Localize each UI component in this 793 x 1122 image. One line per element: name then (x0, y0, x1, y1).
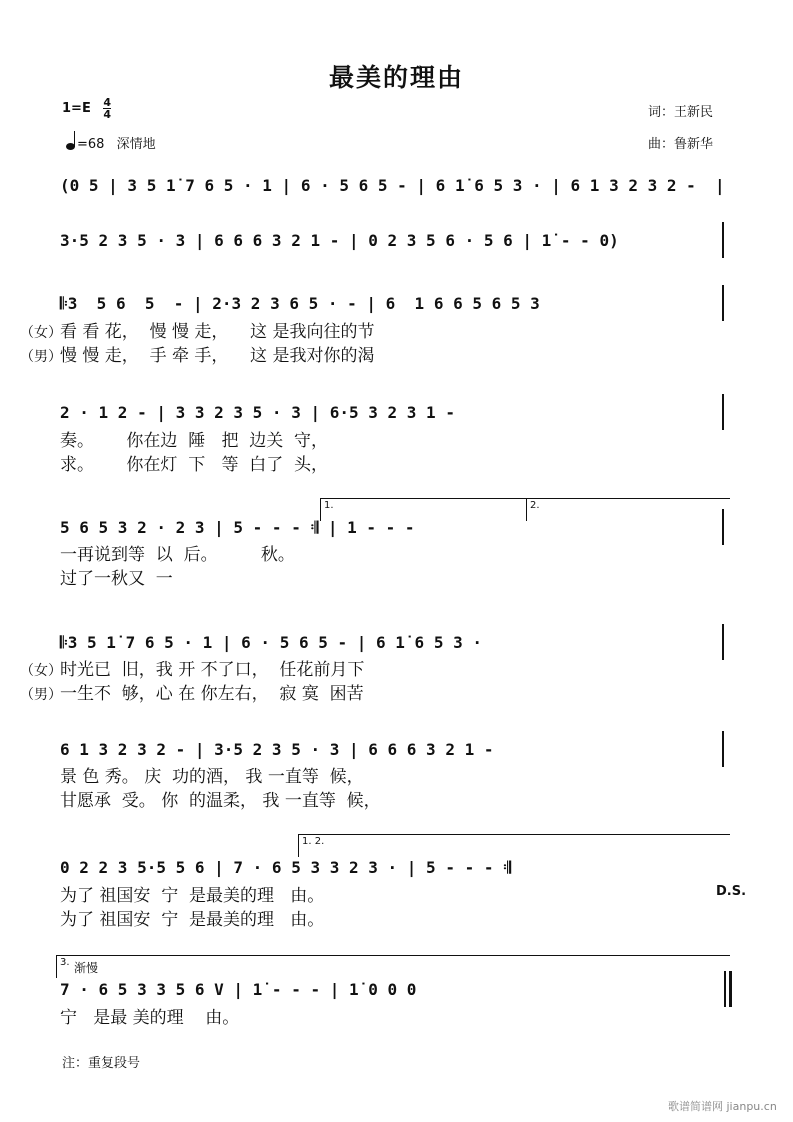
notes: 2 · 1 2 - | 3 3 2 3 5 · 3 | 6·5 3 2 3 1 - (60, 403, 455, 422)
female-label: （女） (20, 325, 62, 341)
lyrics-female: 一再说到等 以 后。 秋。 (60, 545, 295, 565)
final-barline (724, 971, 726, 1007)
barline (722, 285, 724, 321)
notes: 𝄆3 5 6 5 - | 2·3 2 3 6 5 · - | 6 1 6 6 5 6 5 3 (60, 294, 540, 313)
score-row-8 (60, 855, 730, 881)
notes: 6 1 3 2 3 2 - | 3·5 2 3 5 · 3 | 6 6 6 3 2 1 - (60, 740, 494, 759)
quarter-note-icon (66, 143, 75, 150)
lyrics-female: 看 看 花， 慢 慢 走， 这 是我向往的节 (60, 322, 375, 342)
time-signature (103, 97, 111, 120)
score-row-4 (60, 400, 730, 426)
lyrics-male: 慢 慢 走， 手 牵 手， 这 是我对你的渴 (60, 346, 375, 366)
volta-third: 3. (56, 955, 730, 978)
lyrics-female: 为了 祖国安 宁 是最美的理 由。 (60, 886, 325, 906)
watermark: 歌谱简谱网 jianpu.cn (668, 1100, 777, 1113)
score-row-1 (60, 173, 730, 199)
lyrics-female: 时光已 旧，我 开 不了口， 任花前月下 (60, 660, 365, 680)
notes: 5 6 5 3 2 · 2 3 | 5 - - - 𝄇 | 1 - - - (60, 518, 415, 537)
ritardando-mark: 渐慢 (74, 961, 99, 975)
song-title: 最美的理由 (328, 63, 464, 92)
lyrics-male: 过了一秋又 一 (60, 569, 173, 589)
footnote: 注：重复段号 (62, 1056, 141, 1071)
volta-second: 2. (526, 498, 730, 521)
time-denominator: 4 (103, 108, 112, 121)
score-row-6 (60, 630, 730, 656)
male-label: （男） (20, 349, 62, 365)
barline (722, 509, 724, 545)
score-row-9 (60, 977, 730, 1003)
score-row-5 (60, 515, 730, 541)
barline (722, 222, 724, 258)
composer-credit: 曲：鲁新华 (648, 137, 714, 152)
volta-first: 1. (320, 498, 526, 521)
time-numerator: 4 (103, 96, 112, 109)
barline (722, 731, 724, 767)
lyrics-male: 为了 祖国安 宁 是最美的理 由。 (60, 910, 325, 930)
barline (722, 624, 724, 660)
notes: 3·5 2 3 5 · 3 | 6 6 6 3 2 1 - | 0 2 3 5 6 · 5 6 | 1̇ - - 0) (60, 231, 619, 250)
notes: (0 5 | 3 5 1̇ 7 6 5 · 1 | 6 · 5 6 5 - | 6 1̇ 6 5 3 · | 6 1 3 2 3 2 - | (60, 176, 725, 195)
key-label: 1=E (62, 101, 91, 116)
lyrics-male: 求。 你在灯 下 等 白了 头， (60, 455, 329, 475)
final-barline-thick (729, 971, 732, 1007)
male-label: （男） (20, 687, 62, 703)
lyricist-credit: 词：王新民 (648, 105, 714, 120)
ds-marking: D.S. (716, 884, 747, 899)
key-signature (62, 97, 111, 120)
lyrics-female: 景 色 秀。 庆 功的酒， 我 一直等 候， (60, 767, 364, 787)
lyrics-male: 一生不 够，心 在 你左右， 寂 寞 困苦 (60, 684, 364, 704)
notes: 7 · 6 5 3 3 5 6 V | 1̇ - - - | 1̇ 0 0 0 (60, 980, 417, 999)
notes: 0 2 2 3 5·5 5 6 | 7 · 6 5 3 3 2 3 · | 5 - - - 𝄇 (60, 858, 511, 877)
score-row-2 (60, 228, 730, 254)
tempo-marking (66, 133, 156, 152)
expression-mark: 深情地 (116, 137, 156, 152)
barline (722, 394, 724, 430)
lyrics-male: 甘愿承 受。 你 的温柔， 我 一直等 候， (60, 791, 381, 811)
notes: 𝄆3 5 1̇ 7 6 5 · 1 | 6 · 5 6 5 - | 6 1̇ 6 5 3 · (60, 633, 482, 652)
tempo-value: =68 (77, 137, 105, 152)
score-row-7 (60, 737, 730, 763)
lyrics-female: 奏。 你在边 陲 把 边关 守， (60, 431, 329, 451)
lyrics-final: 宁 是最 美的理 由。 (60, 1008, 240, 1028)
score-row-3 (60, 291, 730, 317)
female-label: （女） (20, 663, 62, 679)
volta-first-second: 1. 2. (298, 834, 730, 857)
